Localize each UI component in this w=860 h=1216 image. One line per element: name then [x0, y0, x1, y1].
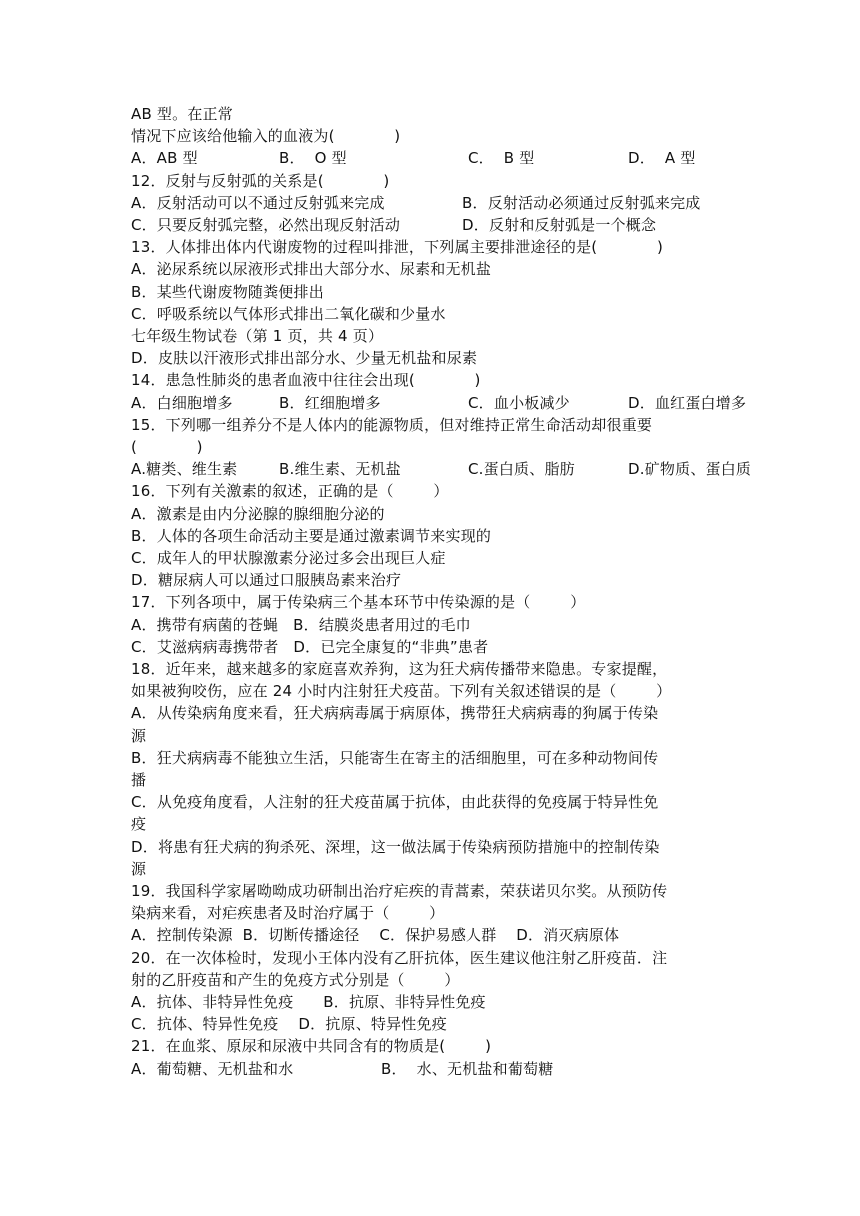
text-line: 21．在血浆、原尿和尿液中共同含有的物质是( )	[131, 1037, 492, 1055]
text-line: D．皮肤以汗液形式排出部分水、少量无机盐和尿素	[131, 349, 478, 367]
text-line: C．成年人的甲状腺激素分泌过多会出现巨人症	[131, 549, 446, 567]
text-line: 如果被狗咬伤，应在 24 小时内注射狂犬疫苗。下列有关叙述错误的是（ ）	[131, 682, 672, 700]
text-line: B．人体的各项生命活动主要是通过激素调节来实现的	[131, 527, 492, 545]
option-text: D．反射和反射弧是一个概念	[462, 216, 657, 234]
text-line: A．激素是由内分泌腺的腺细胞分泌的	[131, 505, 385, 523]
option-text: A.糖类、维生素	[131, 460, 238, 478]
text-line: 源	[131, 860, 147, 878]
text-line: B．某些代谢废物随粪便排出	[131, 283, 324, 301]
text-line: 17．下列各项中，属于传染病三个基本环节中传染源的是（ ）	[131, 593, 586, 611]
option-text: B．红细胞增多	[279, 394, 381, 412]
option-text: B.维生素、无机盐	[279, 460, 401, 478]
option-row	[131, 1058, 731, 1080]
text-line: 播	[131, 771, 147, 789]
text-line: D．糖尿病人可以通过口服胰岛素来治疗	[131, 571, 402, 589]
text-line: A．从传染病角度来看，狂犬病病毒属于病原体，携带狂犬病病毒的狗属于传染	[131, 704, 659, 722]
text-line: C．抗体、特异性免疫 D．抗原、特异性免疫	[131, 1015, 447, 1033]
text-line: 情况下应该给他输入的血液为( )	[131, 127, 401, 145]
option-text: C． B 型	[468, 149, 535, 167]
text-line: 18．近年来，越来越多的家庭喜欢养狗，这为狂犬病传播带来隐患。专家提醒，	[131, 660, 668, 678]
option-row	[131, 192, 731, 214]
text-line: 20．在一次体检时，发现小王体内没有乙肝抗体，医生建议他注射乙肝疫苗．注	[131, 949, 668, 967]
text-line: 射的乙肝疫苗和产生的免疫方式分别是（ ）	[131, 971, 460, 989]
option-text: D．血红蛋白增多	[628, 394, 747, 412]
text-line: 16．下列有关激素的叙述，正确的是（ ）	[131, 482, 449, 500]
text-line: A．泌尿系统以尿液形式排出大部分水、尿素和无机盐	[131, 260, 492, 278]
text-line: 15．下列哪一组养分不是人体内的能源物质，但对维持正常生命活动却很重要	[131, 416, 653, 434]
option-row	[131, 392, 747, 414]
text-line: ( )	[131, 438, 203, 456]
text-line: 源	[131, 727, 147, 745]
text-line: 12．反射与反射弧的关系是( )	[131, 172, 390, 190]
text-line: D．将患有狂犬病的狗杀死、深埋，这一做法属于传染病预防措施中的控制传染	[131, 838, 660, 856]
option-text: B．反射活动必须通过反射弧来完成	[462, 194, 701, 212]
text-line: A．抗体、非特异性免疫 B．抗原、非特异性免疫	[131, 993, 486, 1011]
option-text: A．白细胞增多	[131, 394, 233, 412]
option-row	[131, 214, 731, 236]
option-text: C．血小板减少	[468, 394, 570, 412]
text-line: C．从免疫角度看，人注射的狂犬疫苗属于抗体，由此获得的免疫属于特异性免	[131, 793, 659, 811]
option-text: B． 水、无机盐和葡萄糖	[381, 1060, 554, 1078]
text-line: 13．人体排出体内代谢废物的过程叫排泄，下列属主要排泄途径的是( )	[131, 238, 664, 256]
option-text: B． O 型	[279, 149, 347, 167]
text-line: 19．我国科学家屠呦呦成功研制出治疗疟疾的青蒿素，荣获诺贝尔奖。从预防传	[131, 882, 668, 900]
text-line: 七年级生物试卷（第 1 页，共 4 页）	[131, 327, 384, 345]
option-text: C.蛋白质、脂肪	[468, 460, 575, 478]
text-line: 染病来看，对疟疾患者及时治疗属于（ ）	[131, 904, 445, 922]
option-text: A．AB 型	[131, 149, 198, 167]
text-line: B．狂犬病病毒不能独立生活，只能寄生在寄主的活细胞里，可在多种动物间传	[131, 749, 659, 767]
text-line: A．携带有病菌的苍蝇 B．结膜炎患者用过的毛巾	[131, 616, 471, 634]
text-line: 14．患急性肺炎的患者血液中往往会出现( )	[131, 371, 481, 389]
option-text: D． A 型	[628, 149, 696, 167]
option-text: A．葡萄糖、无机盐和水	[131, 1060, 294, 1078]
text-line: C．艾滋病病毒携带者 D．已完全康复的“非典”患者	[131, 638, 489, 656]
option-text: D.矿物质、蛋白质	[628, 460, 752, 478]
text-line: 疫	[131, 815, 147, 833]
option-text: C．只要反射弧完整，必然出现反射活动	[131, 216, 401, 234]
option-row	[131, 458, 752, 480]
text-line: A．控制传染源 B．切断传播途径 C．保护易感人群 D．消灭病原体	[131, 926, 620, 944]
text-line: C．呼吸系统以气体形式排出二氧化碳和少量水	[131, 305, 446, 323]
option-text: A．反射活动可以不通过反射弧来完成	[131, 194, 385, 212]
option-row	[131, 147, 731, 169]
text-line: AB 型。在正常	[131, 105, 233, 123]
